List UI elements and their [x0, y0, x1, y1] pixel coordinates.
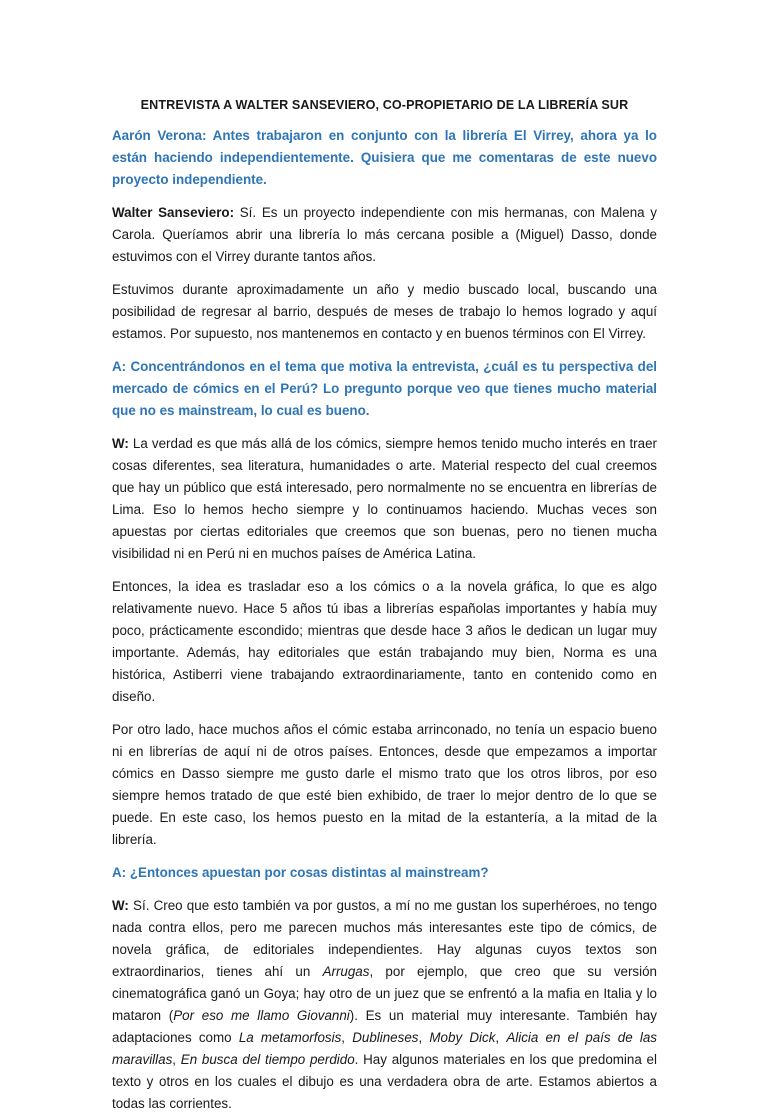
answer-1-paragraph-2: Estuvimos durante aproximadamente un año y medio buscado local, buscando una posibilidad de regresar al barrio, después de meses de trabajo lo hemos logrado y aquí estamos. Por supuesto, nos mantenemos en contacto y en buenos términos con El Virrey. — [112, 282, 657, 341]
answer-text: , — [418, 1030, 430, 1045]
speaker-label: Walter Sanseviero: — [112, 205, 235, 220]
answer-1-paragraph-1 — [112, 202, 657, 268]
document-title: ENTREVISTA A WALTER SANSEVIERO, CO-PROPIETARIO DE LA LIBRERÍA SUR — [140, 98, 629, 112]
answer-2-paragraph-2: Entonces, la idea es trasladar eso a los cómics o a la novela gráfica, lo que es algo relativamente nuevo. Hace 5 años tú ibas a librerías españolas importantes y había muy poco, prácticamente escondido; mientras que desde hace 3 años le dedican un lugar muy importante. Además, hay editoriales que están trabajando muy bien, Norma es una histórica, Astiberri viene trabajando extraordinariamente, tanto en contenido como en diseño. — [112, 579, 657, 704]
book-title: Por eso me llamo Giovanni — [173, 1008, 350, 1023]
answer-text: . Hay algunos materiales en los que predomina el texto y otros en los cuales el dibujo es una verdadera obra de arte. Estamos abiertos a todas las corrientes. — [112, 1052, 657, 1111]
answer-2-paragraph-1 — [112, 433, 657, 565]
answer-text: Sí. Es un proyecto independiente con mis hermanas, con Malena y Carola. Queríamos abrir una librería lo más cercana posible a (Miguel) Dasso, donde estuvimos con el Virrey durante tantos años. — [112, 205, 657, 264]
book-title: La metamorfosis — [238, 1030, 342, 1045]
book-title: Alicia en el país de las maravillas — [112, 1030, 657, 1067]
speaker-label: W: — [112, 898, 129, 913]
answer-3-paragraph-1 — [112, 895, 657, 1115]
answer-text: Sí. Creo que esto también va por gustos, a mí no me gustan los superhéroes, no tengo nada contra ellos, pero me parecen muchos más interesantes este tipo de cómics, de novela gráfica, de editoriales independientes. Hay algunas cuyos textos son extraordinarios, tienes ahí un — [112, 898, 657, 979]
answer-text: , — [341, 1030, 353, 1045]
question-3: A: ¿Entonces apuestan por cosas distintas al mainstream? — [112, 865, 489, 880]
answer-text: , — [495, 1030, 507, 1045]
speaker-label: W: — [112, 436, 129, 451]
answer-text: La verdad es que más allá de los cómics, siempre hemos tenido mucho interés en traer cosas diferentes, sea literatura, humanidades o arte. Material respecto del cual creemos que hay un público que está interesado, pero normalmente no se encuentra en librerías de Lima. Eso lo hemos hecho siempre y lo continuamos haciendo. Muchas veces son apuestas por ciertas editoriales que creemos que son buenas, pero no tienen mucha visibilidad ni en Perú ni en muchos países de América Latina. — [112, 436, 657, 561]
answer-text: , — [172, 1052, 181, 1067]
answer-text: , por ejemplo, que creo que su versión cinematográfica ganó un Goya; hay otro de un juez que se enfrentó a la mafia en Italia y lo mataron ( — [112, 964, 657, 1023]
question-2: A: Concentrándonos en el tema que motiva la entrevista, ¿cuál es tu perspectiva del mercado de cómics en el Perú? Lo pregunto porque veo que tienes mucho material que no es mainstream, lo cual es bueno. — [112, 359, 657, 418]
book-title: Dublineses — [352, 1030, 419, 1045]
book-title: En busca del tiempo perdido — [180, 1052, 355, 1067]
answer-text: ). Es un material muy interesante. También hay adaptaciones como — [112, 1008, 657, 1045]
answer-2-paragraph-3: Por otro lado, hace muchos años el cómic estaba arrinconado, no tenía un espacio bueno ni en librerías de aquí ni de otros países. Entonces, desde que empezamos a importar cómics en Dasso siempre me gusto darle el mismo trato que los otros libros, por eso siempre hemos tratado de que esté bien exhibido, de traer lo mejor dentro de lo que se puede. En este caso, los hemos puesto en la mitad de la estantería, a la mitad de la librería. — [112, 722, 657, 847]
question-1: Aarón Verona: Antes trabajaron en conjunto con la librería El Virrey, ahora ya lo están haciendo independientemente. Quisiera que me comentaras de este nuevo proyecto independiente. — [112, 128, 657, 187]
book-title: Moby Dick — [429, 1030, 496, 1045]
book-title: Arrugas — [322, 964, 370, 979]
